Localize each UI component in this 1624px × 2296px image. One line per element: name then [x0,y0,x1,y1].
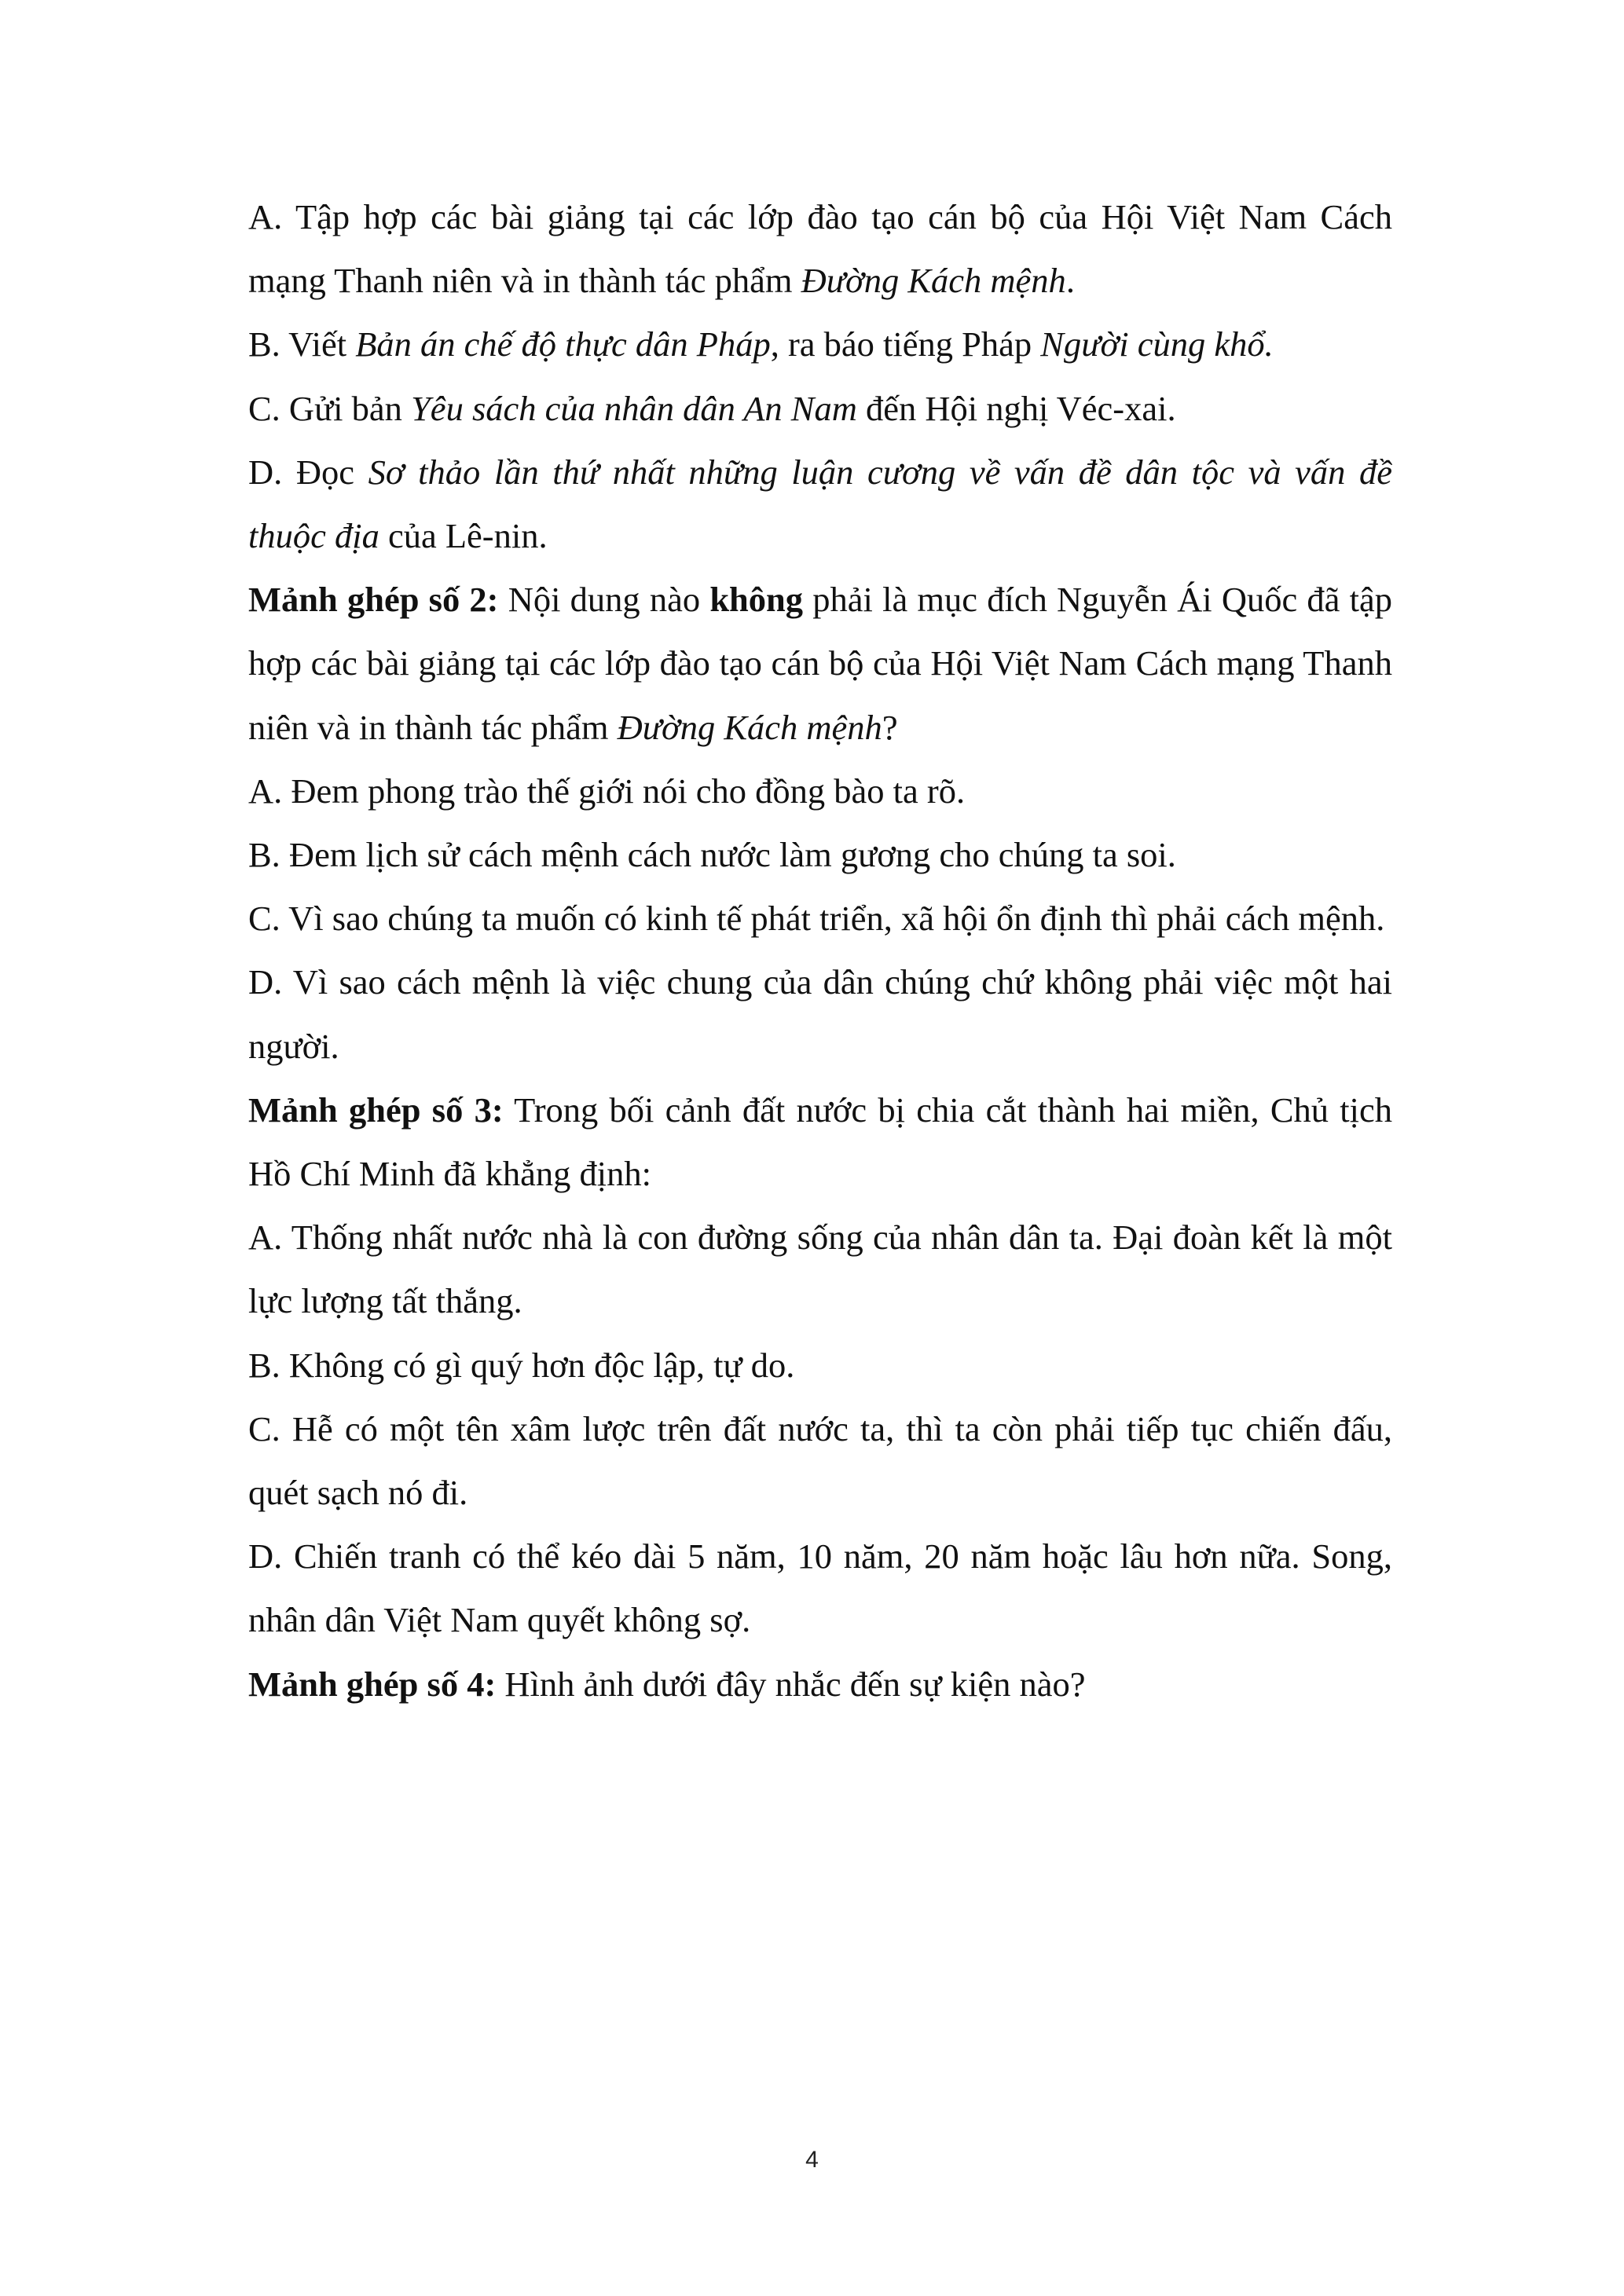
page-number: 4 [805,2147,819,2173]
italic-text: Yêu sách của nhân dân An Nam [411,388,857,428]
italic-text: Bản án chế độ thực dân Pháp [355,324,771,364]
italic-text: Người cùng khổ. [1040,324,1274,364]
paragraph [248,313,1392,376]
text-run: , ra báo tiếng Pháp [770,324,1041,364]
text-run: Trong bối cảnh đất nước bị chia cắt thành hai miền, Chủ tịch Hồ Chí Minh đã khẳng định: [248,1089,1392,1194]
bold-text: Mảnh ghép số 4: [248,1664,497,1704]
text-run: A. Tập hợp các bài giảng tại các lớp đào tạo cán bộ của Hội Việt Nam Cách mạng Thanh niên và in thành tác phẩm [248,197,1392,301]
text-run: ? [882,707,898,747]
paragraph [248,1653,1392,1716]
text-run: D. Vì sao cách mệnh là việc chung của dân chúng chứ không phải việc một hai người. [248,962,1392,1066]
page-body-text [248,185,1392,1716]
text-run: C. Vì sao chúng ta muốn có kinh tế phát triển, xã hội ổn định thì phải cách mệnh. [248,899,1385,939]
text-run: . [1065,261,1075,301]
italic-text: Đường Kách mệnh [801,261,1066,301]
text-run: D. Chiến tranh có thể kéo dài 5 năm, 10 năm, 20 năm hoặc lâu hơn nữa. Song, nhân dân Việt Nam quyết không sợ. [248,1536,1392,1640]
bold-text: không [709,580,804,620]
bold-text: Mảnh ghép số 2: [248,580,499,620]
bold-text: Mảnh ghép số 3: [248,1089,504,1130]
text-run: B. Đem lịch sử cách mệnh cách nước làm gương cho chúng ta soi. [248,835,1176,875]
italic-text: Sơ thảo lần thứ nhất những luận cương về vấn đề dân tộc và vấn đề thuộc địa [248,452,1392,556]
paragraph [248,185,1392,313]
text-run: D. Đọc [248,452,368,492]
text-run: A. Đem phong trào thế giới nói cho đồng bào ta rõ. [248,771,966,811]
text-run: A. Thống nhất nước nhà là con đường sống của nhân dân ta. Đại đoàn kết là một lực lượng tất thắng. [248,1218,1392,1321]
paragraph [248,568,1392,760]
paragraph [248,823,1392,887]
text-run: B. Không có gì quý hơn độc lập, tự do. [248,1345,795,1385]
paragraph [248,1078,1392,1206]
text-run: Hình ảnh dưới đây nhắc đến sự kiện nào? [496,1664,1086,1704]
paragraph [248,1525,1392,1652]
paragraph [248,441,1392,568]
paragraph [248,760,1392,823]
italic-text: Đường Kách mệnh [617,707,882,747]
text-run: C. Hễ có một tên xâm lược trên đất nước ta, thì ta còn phải tiếp tục chiến đấu, quét sạch nó đi. [248,1408,1392,1513]
paragraph [248,1397,1392,1525]
paragraph [248,377,1392,441]
paragraph [248,950,1392,1078]
text-run: phải là mục đích Nguyễn Ái Quốc đã tập hợp các bài giảng tại các lớp đào tạo cán bộ của Hội Việt Nam Cách mạng Thanh niên và in thành tác phẩm [248,580,1392,747]
text-run: đến Hội nghị Véc-xai. [856,388,1176,428]
paragraph [248,1206,1392,1333]
paragraph [248,887,1392,950]
text-run: B. Viết [248,324,356,364]
paragraph [248,1334,1392,1397]
text-run: C. Gửi bản [248,388,412,428]
text-run: Nội dung nào [498,580,710,620]
text-run: của Lê-nin. [379,516,548,556]
